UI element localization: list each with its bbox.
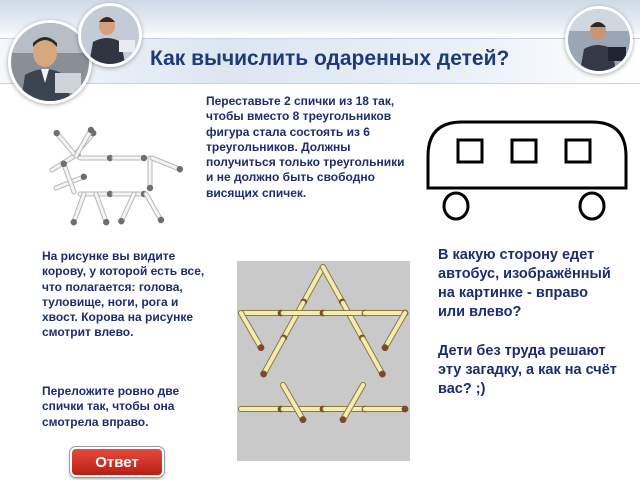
answer-button[interactable]: Ответ (70, 447, 164, 477)
puzzle-cow-text: На рисунке вы видите корову, у которой есть все, что полагается: голова, туловище, ноги, рога и хвост. Корова на рисунке смотрит влево. (42, 249, 205, 340)
star-matchstick-illustration (237, 261, 410, 461)
slide-title: Как вычислить одаренных детей? (150, 47, 510, 70)
puzzle-cow-task: Переложите ровно две спички так, чтобы она смотрела вправо. (42, 384, 180, 429)
puzzle-bus-task: Дети без труда решают эту загадку, а как на счёт вас? ;) (438, 343, 617, 397)
bus-illustration (422, 112, 632, 230)
business-photo-middle (78, 3, 142, 67)
puzzle-bus-text: В какую сторону едет автобус, изображённый на картинке - вправо или влево? (438, 247, 611, 320)
puzzle-star-text: Переставьте 2 спички из 18 так, чтобы вместо 8 треугольников фигура стала состоять из 6 треугольников. Должны получиться только треугольники и не должно быть свободно висящих спичек. (206, 94, 405, 200)
cow-matchstick-illustration (36, 118, 192, 230)
